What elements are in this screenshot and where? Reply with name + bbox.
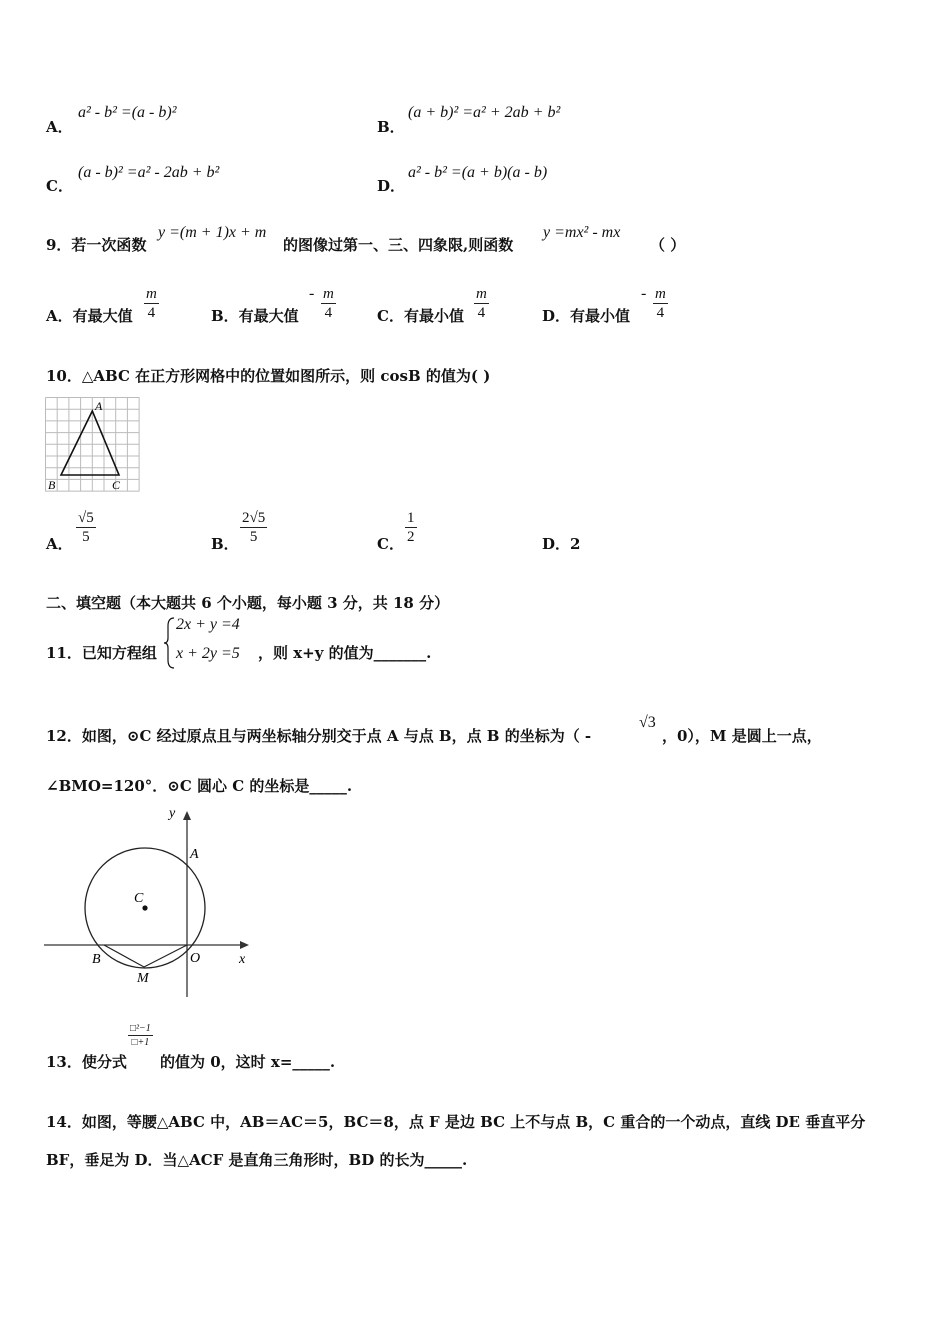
q9-option-b-label: B．有最大值 (211, 307, 299, 325)
q11-prefix: 11．已知方程组 (46, 644, 157, 662)
q11-brace (162, 616, 176, 670)
section-2-heading: 二、填空题（本大题共 6 个小题，每小题 3 分，共 18 分） (46, 594, 450, 612)
q9-option-a-frac: $\frac{m}{4}$ (146, 286, 157, 321)
q9-option-d-label: D．有最小值 (542, 307, 631, 325)
q10-fig-label-b: B (48, 478, 56, 492)
q10-option-c-label: C． (377, 535, 404, 553)
q9-option-b-neg: - (309, 285, 315, 302)
q8-option-b-expr: (a + b)² =a² + 2ab + b² (408, 104, 561, 121)
q12-circle-figure (44, 805, 254, 1000)
q9-paren: （ ） (650, 236, 686, 254)
q13-prefix: 13．使分式 (46, 1053, 127, 1071)
q9-option-d-neg: - (641, 285, 647, 302)
q9-option-b-frac: $\frac{m}{4}$ (323, 286, 334, 321)
fig-label-a: A (190, 847, 199, 862)
q9-option-d-frac: $\frac{m}{4}$ (655, 286, 666, 321)
q8-option-a-expr: a² - b² =(a - b)² (78, 104, 177, 121)
q13-fraction: $\frac{\text{□²−1}}{□+1}$ (130, 1023, 151, 1048)
q8-option-d-expr: a² - b² =(a + b)(a - b) (408, 164, 548, 181)
q12-line1-pre: 12．如图，⊙C 经过原点且与两坐标轴分别交于点 A 与点 B，点 B 的坐标为（ - (46, 727, 592, 745)
q10-option-b-label: B． (211, 535, 239, 553)
q12-line2: ∠BMO=120°．⊙C 圆心 C 的坐标是_____. (46, 777, 353, 795)
q9-option-c-frac: $\frac{m}{4}$ (476, 286, 487, 321)
q10-grid-figure (45, 397, 141, 493)
q11-equation-2: x + 2y =5 (176, 645, 240, 662)
q10-fig-label-a: A (95, 399, 103, 413)
fig-label-c: C (134, 891, 144, 906)
q10-option-a-frac: $\frac{√5}{5}$ (78, 510, 94, 545)
fig-label-m: M (137, 971, 149, 986)
q13-suffix: 的值为 0，这时 x=_____. (160, 1053, 336, 1071)
q9-option-c-label: C．有最小值 (377, 307, 464, 325)
q8-option-d-label: D． (377, 177, 406, 195)
angle-bmo (104, 945, 187, 967)
q12-line1-post: ，0），M 是圆上一点， (662, 727, 822, 745)
q8-option-c-label: C． (46, 177, 73, 195)
q8-option-a-label: A． (46, 118, 73, 136)
q10-option-a-label: A． (46, 535, 73, 553)
q14-line1: 14．如图，等腰△ABC 中，AB＝AC＝5，BC＝8，点 F 是边 BC 上不与点 B，C 重合的一个动点，直线 DE 垂直平分 (46, 1113, 866, 1131)
q10-option-b-frac: $\frac{2√5}{5}$ (242, 510, 266, 545)
q14-line2: BF，垂足为 D．当△ACF 是直角三角形时，BD 的长为_____. (46, 1151, 468, 1169)
q8-option-c-expr: (a - b)² =a² - 2ab + b² (78, 164, 220, 181)
center-point (142, 905, 147, 910)
q11-equation-1: 2x + y =4 (176, 616, 240, 633)
q10-fig-label-c: C (112, 478, 121, 492)
fig-label-x: x (239, 952, 246, 967)
q10-option-c-frac: $\frac{1}{2}$ (407, 510, 415, 545)
q9-option-a-label: A．有最大值 (46, 307, 133, 325)
fig-label-y: y (169, 806, 176, 821)
q12-sqrt3: √3 (639, 714, 656, 731)
fig-label-b: B (92, 952, 101, 967)
q10-text: 10．△ABC 在正方形网格中的位置如图所示，则 cosB 的值为( ) (46, 367, 491, 385)
q9-formula-linear: y =(m + 1)x + m (158, 224, 267, 241)
q9-prefix: 9．若一次函数 (46, 236, 147, 254)
q11-suffix: ，则 x+y 的值为_______. (258, 644, 432, 662)
fig-label-o: O (190, 951, 201, 966)
q9-middle-text: 的图像过第一、三、四象限,则函数 (283, 236, 514, 254)
q8-option-b-label: B． (377, 118, 405, 136)
q10-option-d: D．2 (542, 535, 581, 553)
q9-formula-quadratic: y =mx² - mx (543, 224, 621, 241)
